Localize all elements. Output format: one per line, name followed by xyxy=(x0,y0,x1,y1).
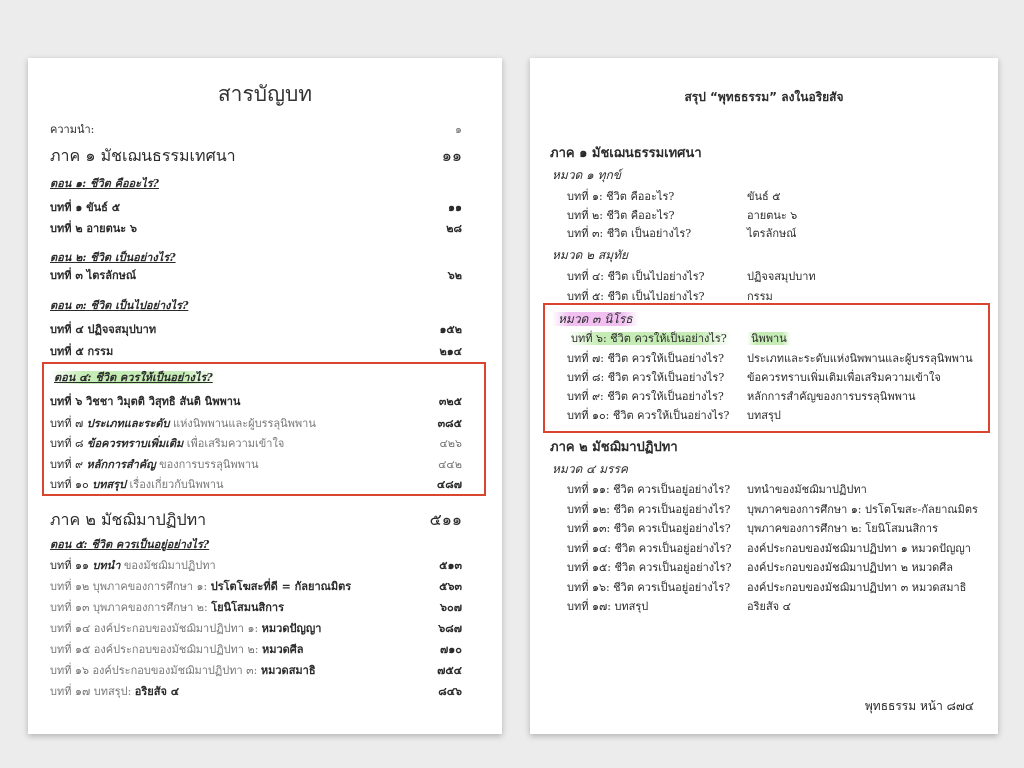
toc-entry-page: ๒๑๔ xyxy=(439,345,462,358)
summary-row-right: ขันธ์ ๕ xyxy=(747,190,781,203)
toc-section-1: ตอน ๑: ชีวิต คืออะไร? xyxy=(50,177,159,190)
summary-row-right: องค์ประกอบของมัชฌิมาปฏิปทา ๓ หมวดสมาธิ xyxy=(747,581,967,594)
toc-chapter-1 xyxy=(50,198,462,216)
green-highlight: บทที่ ๖: ชีวิต ควรให้เป็นอย่างไร? xyxy=(567,332,731,345)
summary-row-right: องค์ประกอบของมัชฌิมาปฏิปทา ๑ หมวดปัญญา xyxy=(747,542,971,555)
summary-row-left: บทที่ ๑: ชีวิต คืออะไร? xyxy=(567,190,675,203)
toc-entry-label: บทที่ ๑๐ บทสรุป เรื่องเกี่ยวกับนิพพาน xyxy=(50,478,224,491)
summary-row-left: บทที่ ๙: ชีวิต ควรให้เป็นอย่างไร? xyxy=(567,390,724,403)
summary-row-left: บทที่ ๕: ชีวิต เป็นไปอย่างไร? xyxy=(567,290,705,303)
toc-entry-page: ๗๕๔ xyxy=(437,664,462,677)
toc-entry-page: ๖๘๗ xyxy=(438,622,462,635)
summary-row-left: บทที่ ๑๔: ชีวิต ควรเป็นอยู่อย่างไร? xyxy=(567,542,732,555)
toc-entry-label: บทที่ ๖ วิชชา วิมุตติ วิสุทธิ สันติ นิพพาน xyxy=(50,395,241,408)
toc-entry-page: ๘๔๖ xyxy=(438,685,462,698)
green-highlight: ตอน ๔: ชีวิต ควรให้เป็นอย่างไร? xyxy=(50,371,217,384)
toc-chapter-12 xyxy=(50,577,462,595)
toc-entry-label: บทที่ ๒ อายตนะ ๖ xyxy=(50,222,138,235)
summary-row-right: หลักการสำคัญของการบรรลุนิพพาน xyxy=(747,390,916,403)
summary-row-right: ปฏิจจสมุปบาท xyxy=(747,270,816,283)
toc-chapter-14 xyxy=(50,619,462,637)
toc-chapter-5 xyxy=(50,342,462,360)
toc-entry-page: ๔๘๗ xyxy=(436,478,462,491)
toc-title: สารบัญบท xyxy=(217,82,313,106)
toc-entry-page: ๔๒๖ xyxy=(439,437,462,450)
toc-entry-page: ๕๖๓ xyxy=(439,580,462,593)
toc-entry-label: บทที่ ๑๒ บุพภาคของการศึกษา ๑: ปรโตโฆสะที่ดี = กัลยาณมิตร xyxy=(50,580,352,593)
toc-entry-label: บทที่ ๑ ขันธ์ ๕ xyxy=(50,201,121,214)
summary-row-left: บทที่ ๑๖: ชีวิต ควรเป็นอยู่อย่างไร? xyxy=(567,581,731,594)
toc-entry-page: ๑๕๒ xyxy=(439,323,462,336)
toc-chapter-3 xyxy=(50,266,462,284)
toc-entry-page: ๖๐๗ xyxy=(440,601,462,614)
summary-row-left: บทที่ ๑๑: ชีวิต ควรเป็นอยู่อย่างไร? xyxy=(567,483,731,496)
toc-chapter-4 xyxy=(50,320,462,338)
toc-entry-page: ๑๑ xyxy=(448,201,462,214)
toc-entry-page: ๒๘ xyxy=(446,222,462,235)
toc-part-page: ๑๑ xyxy=(441,146,462,165)
toc-entry-label: บทที่ ๑๓ บุพภาคของการศึกษา ๒: โยนิโสมนสิการ xyxy=(50,601,284,614)
green-highlight: นิพพาน xyxy=(747,332,791,345)
pink-highlight: หมวด ๓ นิโรธ xyxy=(552,312,639,326)
page-footer: พุทธธรรม หน้า ๘๗๔ xyxy=(864,699,974,713)
toc-entry-page: ๖๒ xyxy=(447,269,462,282)
toc-part-page: ๕๑๑ xyxy=(429,510,462,529)
summary-row-left: บทที่ ๘: ชีวิต ควรให้เป็นอย่างไร? xyxy=(567,371,725,384)
summary-category-1: หมวด ๑ ทุกข์ xyxy=(552,168,621,182)
toc-entry-page: ๓๘๕ xyxy=(437,417,462,430)
toc-entry-label: บทที่ ๓ ไตรลักษณ์ xyxy=(50,269,137,282)
summary-row-right: ไตรลักษณ์ xyxy=(747,227,797,240)
summary-row-left: บทที่ ๑๓: ชีวิต ควรเป็นอยู่อย่างไร? xyxy=(567,522,731,535)
summary-row-right: ประเภทและระดับแห่งนิพพานและผู้บรรลุนิพพาน xyxy=(747,352,973,365)
toc-entry-page: ๑ xyxy=(455,123,462,136)
red-annotation-box-right xyxy=(543,303,990,433)
toc-section-2: ตอน ๒: ชีวิต เป็นอย่างไร? xyxy=(50,251,176,264)
summary-row-left: บทที่ ๓: ชีวิต เป็นอย่างไร? xyxy=(567,227,692,240)
toc-entry-label: บทที่ ๑๔ องค์ประกอบของมัชฌิมาปฏิปทา ๑: หมวดปัญญา xyxy=(50,622,322,635)
toc-entry-label: บทที่ ๑๕ องค์ประกอบของมัชฌิมาปฏิปทา ๒: หมวดศีล xyxy=(50,643,304,656)
toc-entry-page: ๕๑๓ xyxy=(439,559,462,572)
toc-chapter-11 xyxy=(50,556,462,574)
summary-row-right: บทสรุป xyxy=(747,409,781,422)
toc-intro-row xyxy=(50,120,462,138)
summary-row-left: บทที่ ๔: ชีวิต เป็นไปอย่างไร? xyxy=(567,270,705,283)
summary-row-left: บทที่ ๑๐: ชีวิต ควรให้เป็นอย่างไร? xyxy=(567,409,730,422)
toc-entry-label: บทที่ ๑๖ องค์ประกอบของมัชฌิมาปฏิปทา ๓: หมวดสมาธิ xyxy=(50,664,316,677)
summary-row-right: บทนำของมัชฌิมาปฏิปทา xyxy=(747,483,867,496)
toc-entry-label: บทที่ ๑๗ บทสรุป: อริยสัจ ๔ xyxy=(50,685,180,698)
toc-entry-label: บทที่ ๑๑ บทนำ ของมัชฌิมาปฏิปทา xyxy=(50,559,216,572)
summary-row-right: องค์ประกอบของมัชฌิมาปฏิปทา ๒ หมวดศีล xyxy=(747,561,953,574)
summary-row-right: อริยสัจ ๔ xyxy=(747,600,791,613)
toc-entry-label: บทที่ ๕ กรรม xyxy=(50,345,114,358)
summary-row-right: บุพภาคของการศึกษา ๑: ปรโตโฆสะ-กัลยาณมิตร xyxy=(747,503,978,516)
toc-chapter-13 xyxy=(50,598,462,616)
toc-section-5: ตอน ๕: ชีวิต ควรเป็นอยู่อย่างไร? xyxy=(50,538,210,551)
red-annotation-box-left xyxy=(42,362,486,496)
toc-part-2 xyxy=(50,508,462,533)
summary-part-2: ภาค ๒ มัชฌิมาปฏิปทา xyxy=(550,440,678,455)
toc-entry-label: ความนำ: xyxy=(50,123,95,136)
summary-part-1: ภาค ๑ มัชเฌนธรรมเทศนา xyxy=(550,146,702,161)
summary-row-right: กรรม xyxy=(747,290,773,303)
summary-row-left: บทที่ ๑๕: ชีวิต ควรเป็นอยู่อย่างไร? xyxy=(567,561,732,574)
summary-category-2: หมวด ๒ สมุทัย xyxy=(552,248,629,262)
summary-row-right: อายตนะ ๖ xyxy=(747,209,798,222)
toc-section-3: ตอน ๓: ชีวิต เป็นไปอย่างไร? xyxy=(50,299,189,312)
summary-row-right: บุพภาคของการศึกษา ๒: โยนิโสมนสิการ xyxy=(747,522,939,535)
toc-entry-label: บทที่ ๙ หลักการสำคัญ ของการบรรลุนิพพาน xyxy=(50,458,259,471)
toc-chapter-16 xyxy=(50,661,462,679)
toc-entry-page: ๓๒๕ xyxy=(438,395,462,408)
summary-row-left: บทที่ ๑๒: ชีวิต ควรเป็นอยู่อย่างไร? xyxy=(567,503,731,516)
toc-entry-page: ๗๑๐ xyxy=(440,643,462,656)
summary-title: สรุป “พุทธธรรม” ลงในอริยสัจ xyxy=(684,90,844,104)
toc-entry-label: บทที่ ๗ ประเภทและระดับ แห่งนิพพานและผู้บรรลุนิพพาน xyxy=(50,417,316,430)
toc-part-1 xyxy=(50,144,462,169)
toc-chapter-15 xyxy=(50,640,462,658)
summary-row-left: บทที่ ๗: ชีวิต ควรให้เป็นอย่างไร? xyxy=(567,352,725,365)
summary-row-left: บทที่ ๑๗: บทสรุป xyxy=(567,600,649,613)
toc-entry-label: บทที่ ๔ ปฏิจจสมุปบาท xyxy=(50,323,157,336)
toc-chapter-17 xyxy=(50,682,462,700)
toc-entry-label: บทที่ ๘ ข้อควรทราบเพิ่มเติม เพื่อเสริมความเข้าใจ xyxy=(50,437,285,450)
toc-entry-page: ๔๔๒ xyxy=(438,458,462,471)
summary-row-left: บทที่ ๒: ชีวิต คืออะไร? xyxy=(567,209,675,222)
summary-category-4: หมวด ๔ มรรค xyxy=(552,462,628,476)
toc-part-label: ภาค ๑ มัชเฌนธรรมเทศนา xyxy=(50,146,236,165)
summary-row-right: ข้อควรทราบเพิ่มเติมเพื่อเสริมความเข้าใจ xyxy=(747,371,941,384)
toc-part-label: ภาค ๒ มัชฌิมาปฏิปทา xyxy=(50,510,207,529)
toc-chapter-2 xyxy=(50,219,462,237)
